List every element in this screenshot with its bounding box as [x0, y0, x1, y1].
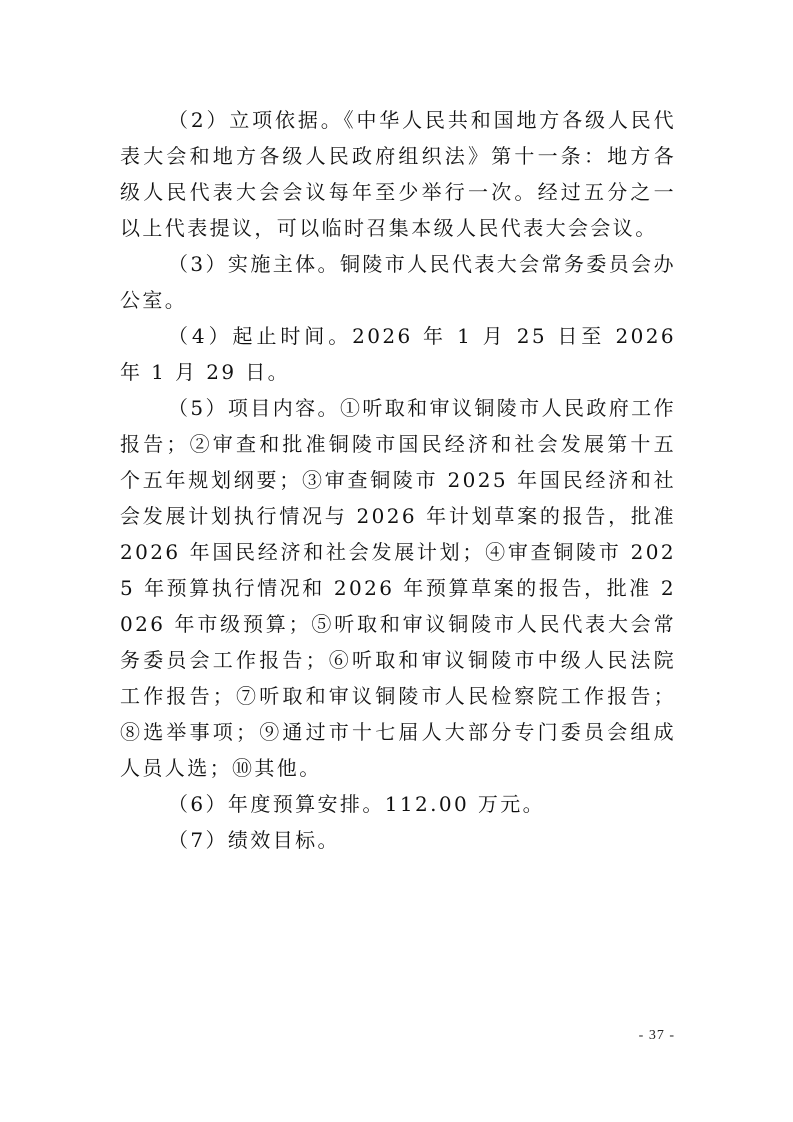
paragraph-legal-basis: （2）立项依据。《中华人民共和国地方各级人民代表大会和地方各级人民政府组织法》第十一条：地方各级人民代表大会会议每年至少举行一次。经过五分之一以上代表提议，可以临时召集本级人民代表大会会议。	[120, 108, 676, 240]
body-text	[120, 102, 676, 858]
paragraph-annual-budget: （6）年度预算安排。112.00 万元。	[168, 792, 546, 816]
paragraph-project-content: （5）项目内容。①听取和审议铜陵市人民政府工作报告；②审查和批准铜陵市国民经济和社会发展第十五个五年规划纲要；③审查铜陵市 2025 年国民经济和社会发展计划执行情况与 2026 年计划草案的报告，批准 2026 年国民经济和社会发展计划；④审查铜陵市 2025 年预算执行情况和 2026 年预算草案的报告，批准 2026 年市级预算；⑤听取和审议铜陵市人民代表大会常务委员会工作报告；⑥听取和审议铜陵市中级人民法院工作报告；⑦听取和审议铜陵市人民检察院工作报告；⑧选举事项；⑨通过市十七届人大部分专门委员会组成人员人选；⑩其他。	[120, 396, 676, 780]
paragraph-implementing-body: （3）实施主体。铜陵市人民代表大会常务委员会办公室。	[120, 252, 676, 312]
paragraph-performance-goals: （7）绩效目标。	[168, 828, 340, 852]
paragraph-time-period: （4）起止时间。2026 年 1 月 25 日至 2026 年 1 月 29 日。	[120, 324, 676, 384]
page-number: - 37 -	[638, 1028, 675, 1043]
